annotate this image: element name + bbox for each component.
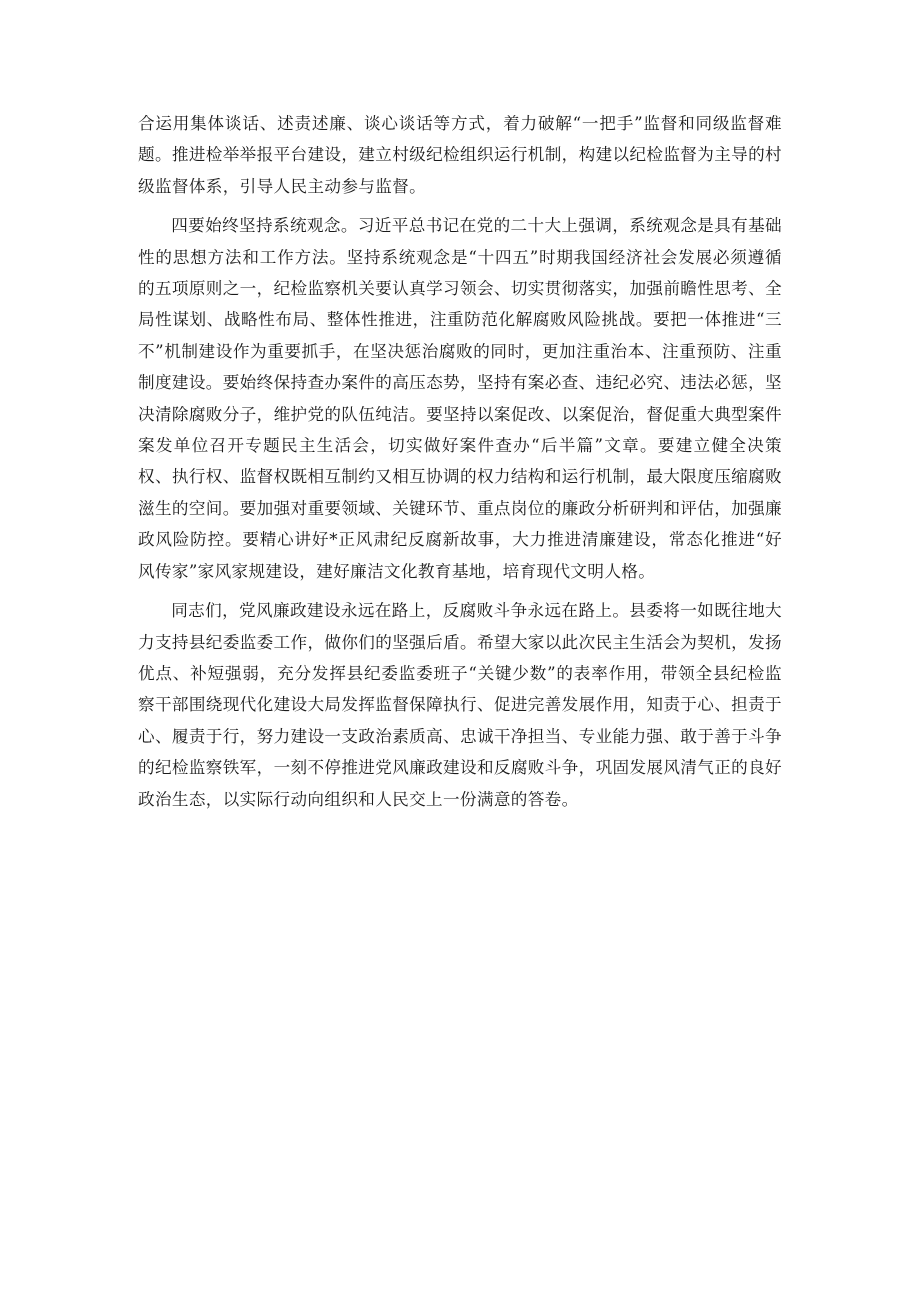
paragraph-closing: 同志们，党风廉政建设永远在路上，反腐败斗争永远在路上。县委将一如既往地大力支持县纪委监委工作，做你们的坚强后盾。希望大家以此次民主生活会为契机，发扬优点、补短强弱，充分发挥县纪委监委班子“关键少数”的表率作用，带领全县纪检监察干部围绕现代化建设大局发挥监督保障执行、促进完善发展作用，知责于心、担责于心、履责于行，努力建设一支政治素质高、忠诚干净担当、专业能力强、敢于善于斗争的纪检监察铁军，一刻不停推进党风廉政建设和反腐败斗争，巩固发展风清气正的良好政治生态，以实际行动向组织和人民交上一份满意的答卷。 xyxy=(138,601,782,809)
paragraph-system-concept: 四要始终坚持系统观念。习近平总书记在党的二十大上强调，系统观念是具有基础性的思想方法和工作方法。坚持系统观念是“十四五”时期我国经济社会发展必须遵循的五项原则之一，纪检监察机关要认真学习领会、切实贯彻落实，加强前瞻性思考、全局性谋划、战略性布局、整体性推进，注重防范化解腐败风险挑战。要把一体推进“三不”机制建设作为重要抓手，在坚决惩治腐败的同时，更加注重治本、注重预防、注重制度建设。要始终保持查办案件的高压态势，坚持有案必查、违纪必究、违法必惩，坚决清除腐败分子，维护党的队伍纯洁。要坚持以案促改、以案促治，督促重大典型案件案发单位召开专题民主生活会，切实做好案件查办“后半篇”文章。要建立健全决策权、执行权、监督权既相互制约又相互协调的权力结构和运行机制，最大限度压缩腐败滋生的空间。要加强对重要领域、关键环节、重点岗位的廉政分析研判和评估，加强廉政风险防控。要精心讲好*正风肃纪反腐新故事，大力推进清廉建设，常态化推进“好风传家”家风家规建设，建好廉洁文化教育基地，培育现代文明人格。 xyxy=(138,216,782,581)
document-body xyxy=(138,108,782,823)
paragraph-continuation: 合运用集体谈话、述责述廉、谈心谈话等方式，着力破解“一把手”监督和同级监督难题。推进检举举报平台建设，建立村级纪检组织运行机制，构建以纪检监督为主导的村级监督体系，引导人民主动参与监督。 xyxy=(138,114,782,196)
